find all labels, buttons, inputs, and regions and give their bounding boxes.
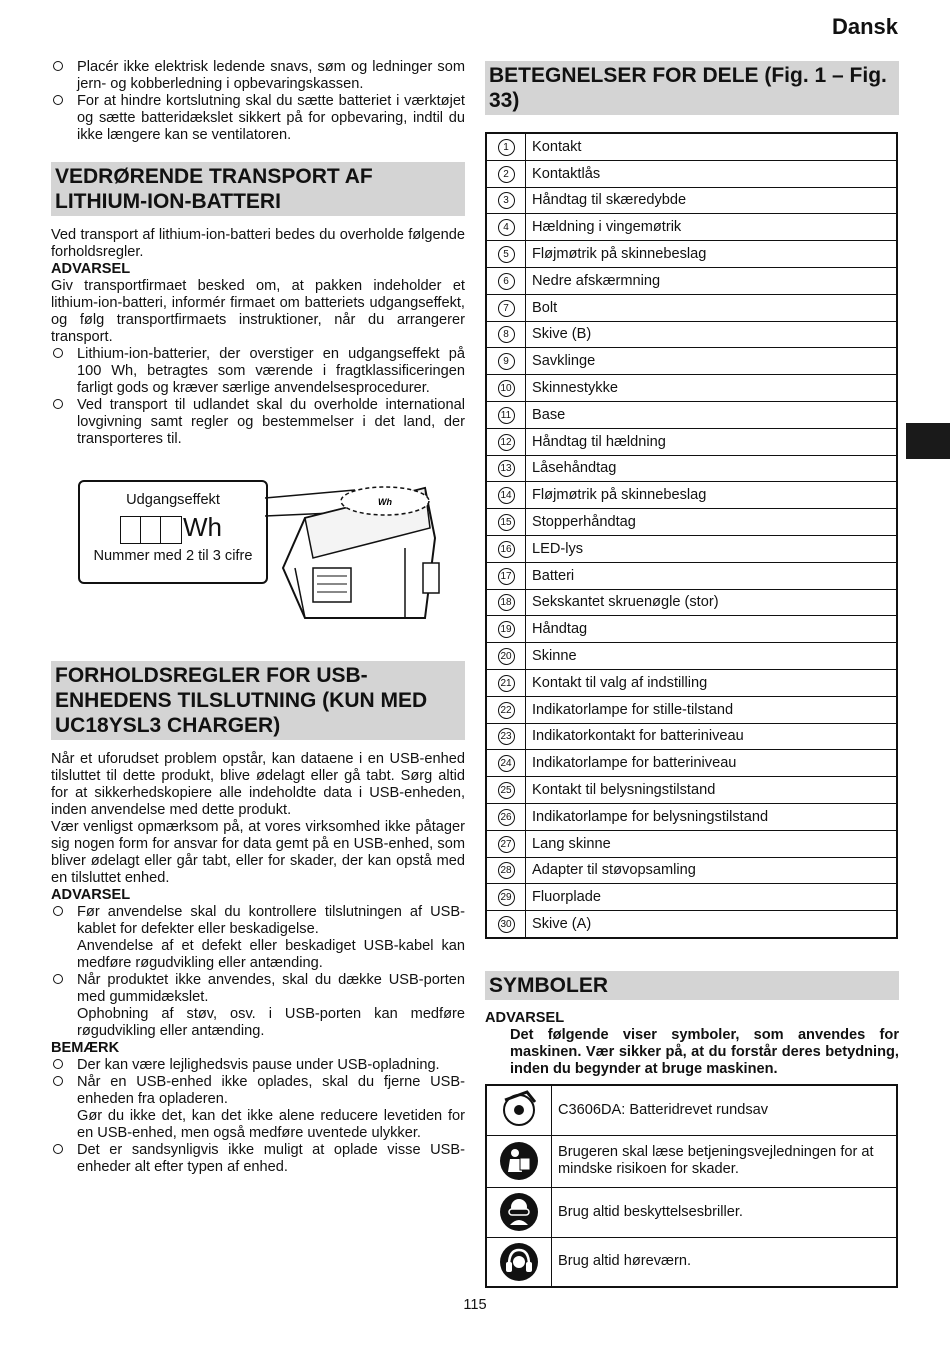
part-number: 26 — [486, 803, 526, 830]
transport-warning-label: ADVARSEL — [51, 261, 131, 277]
part-label: Base — [526, 401, 898, 428]
part-number: 25 — [486, 777, 526, 804]
part-number: 30 — [486, 911, 526, 938]
usb-note-list — [51, 1057, 465, 1108]
table-row — [486, 562, 897, 589]
section-tab-marker — [906, 423, 950, 459]
symbol-row: C3606DA: Batteridrevet rundsav — [486, 1085, 897, 1135]
storage-bullets — [51, 59, 465, 144]
usb-heading: FORHOLDSREGLER FOR USB-ENHEDENS TILSLUTNING (KUN MED UC18YSL3 CHARGER) — [51, 661, 465, 740]
parts-heading: BETEGNELSER FOR DELE (Fig. 1 – Fig. 33) — [485, 61, 899, 115]
table-row — [486, 857, 897, 884]
part-label: Indikatorlampe for stille-tilstand — [526, 696, 898, 723]
usb-note-label: BEMÆRK — [51, 1040, 120, 1056]
part-label: Kontakt til valg af indstilling — [526, 669, 898, 696]
language-label: Dansk — [831, 14, 898, 39]
part-label: Kontaktlås — [526, 160, 898, 187]
table-row — [486, 884, 897, 911]
part-number: 16 — [486, 535, 526, 562]
table-row — [486, 294, 897, 321]
part-number: 12 — [486, 428, 526, 455]
table-row — [486, 535, 897, 562]
table-row — [486, 241, 897, 268]
symbol-row: Brug altid høreværn. — [486, 1237, 897, 1287]
table-row — [486, 428, 897, 455]
part-label: Fluorplade — [526, 884, 898, 911]
output-label-title: Udgangseffekt — [126, 492, 220, 508]
ear-protection-icon — [486, 1237, 552, 1287]
part-number: 18 — [486, 589, 526, 616]
table-row — [486, 401, 897, 428]
symbol-row: Brugeren skal læse betjeningsvejledningen for at mindske risikoen for skader. — [486, 1135, 897, 1187]
part-number: 24 — [486, 750, 526, 777]
table-row — [486, 830, 897, 857]
table-row — [486, 777, 897, 804]
part-number: 21 — [486, 669, 526, 696]
transport-section — [51, 227, 465, 448]
list-item: Placér ikke elektrisk ledende snavs, søm og ledninger som jern- og kobberledning i opbevaringskassen. — [51, 59, 465, 93]
table-row — [486, 589, 897, 616]
usb-warning-list — [51, 904, 465, 938]
table-row — [486, 723, 897, 750]
part-label: Skive (B) — [526, 321, 898, 348]
transport-bullets — [51, 346, 465, 448]
part-number: 5 — [486, 241, 526, 268]
part-number: 29 — [486, 884, 526, 911]
table-row — [486, 669, 897, 696]
page-number: 115 — [463, 1297, 487, 1313]
table-row — [486, 509, 897, 536]
table-row — [486, 348, 897, 375]
part-label: Indikatorlampe for batteriniveau — [526, 750, 898, 777]
part-label: Bolt — [526, 294, 898, 321]
symbols-table — [485, 1084, 898, 1288]
part-label: Håndtag til skæredybde — [526, 187, 898, 214]
part-label: Fløjmøtrik på skinnebeslag — [526, 241, 898, 268]
part-label: Savklinge — [526, 348, 898, 375]
part-label: LED-lys — [526, 535, 898, 562]
list-item: Når en USB-enhed ikke oplades, skal du fjerne USB-enheden fra opladeren. — [51, 1074, 465, 1108]
part-number: 3 — [486, 187, 526, 214]
part-label: Låsehåndtag — [526, 455, 898, 482]
part-label: Kontakt — [526, 133, 898, 160]
part-label: Skive (A) — [526, 911, 898, 938]
part-label: Håndtag til hældning — [526, 428, 898, 455]
list-item: Ved transport til udlandet skal du overholde international lovgivning samt regler og bestemmelser i det land, der transporteres til. — [51, 397, 465, 448]
usb-warning-sub: Ophobning af støv, osv. i USB-porten kan medføre røgudvikling eller antænding. — [77, 1006, 465, 1039]
part-label: Skinnestykke — [526, 375, 898, 402]
part-number: 11 — [486, 401, 526, 428]
list-item: Når produktet ikke anvendes, skal du dække USB-porten med gummidækslet. — [51, 972, 465, 1006]
part-number: 2 — [486, 160, 526, 187]
table-row — [486, 455, 897, 482]
part-number: 15 — [486, 509, 526, 536]
table-row — [486, 160, 897, 187]
usb-warning-sub: Anvendelse af et defekt eller beskadiget USB-kabel kan medføre røgudvikling eller antænding. — [77, 938, 465, 971]
part-number: 22 — [486, 696, 526, 723]
part-label: Indikatorlampe for belysningstilstand — [526, 803, 898, 830]
part-label: Batteri — [526, 562, 898, 589]
table-row — [486, 482, 897, 509]
list-item: Lithium-ion-batterier, der overstiger en udgangseffekt på 100 Wh, betragtes som værende i fragtklassificeringen farligt gods og kræver særlige anvendelsesprocedurer. — [51, 346, 465, 397]
wh-unit: Wh — [183, 512, 222, 542]
table-row — [486, 911, 897, 938]
usb-warning-label: ADVARSEL — [51, 887, 131, 903]
part-number: 8 — [486, 321, 526, 348]
part-number: 20 — [486, 643, 526, 670]
table-row — [486, 750, 897, 777]
part-label: Indikatorkontakt for batteriniveau — [526, 723, 898, 750]
usb-para-2: Vær venligst opmærksom på, at vores virksomhed ikke påtager sig nogen form for ansvar for data gemt på en USB-enhed, som bliver ødelagt eller går tabt, eller for skader, der kan opstå med en tilsluttet enhed. — [51, 819, 465, 886]
list-item: Før anvendelse skal du kontrollere tilslutningen af USB-kablet for defekter eller beskadigelse. — [51, 904, 465, 938]
part-number: 19 — [486, 616, 526, 643]
list-item: For at hindre kortslutning skal du sætte batteriet i værktøjet og sætte batteridækslet sikkert på for opbevaring, indtil du ikke længere kan se ventilatoren. — [51, 93, 465, 144]
part-label: Stopperhåndtag — [526, 509, 898, 536]
symbol-row: Brug altid beskyttelsesbriller. — [486, 1187, 897, 1237]
part-label: Nedre afskærmning — [526, 267, 898, 294]
symbols-warning-label: ADVARSEL — [485, 1010, 565, 1026]
usb-note-sub: Gør du ikke det, kan det ikke alene reducere levetiden for en USB-enhed, men også medføre uventede ulykker. — [77, 1108, 465, 1141]
table-row — [486, 696, 897, 723]
usb-section — [51, 751, 465, 1176]
table-row — [486, 643, 897, 670]
part-label: Fløjmøtrik på skinnebeslag — [526, 482, 898, 509]
transport-warning-text: Giv transportfirmaet besked om, at pakken indeholder et lithium-ion-batteri, informér firmaet om batteriets udgangseffekt, og følg transportfirmaets instruktioner, når du arrangerer transport. — [51, 278, 465, 345]
list-item: Der kan være lejlighedsvis pause under USB-opladning. — [51, 1057, 465, 1074]
symbols-intro: Det følgende viser symboler, som anvendes for maskinen. Vær sikker på, at du forstår deres betydning, inden du begynder at bruge maskinen. — [510, 1027, 899, 1077]
part-number: 23 — [486, 723, 526, 750]
transport-heading: VEDRØRENDE TRANSPORT AF LITHIUM-ION-BATTERI — [51, 162, 465, 216]
part-number: 27 — [486, 830, 526, 857]
part-label: Sekskantet skruenøgle (stor) — [526, 589, 898, 616]
table-row — [486, 375, 897, 402]
part-number: 9 — [486, 348, 526, 375]
transport-intro: Ved transport af lithium-ion-batteri bedes du overholde følgende forholdsregler. — [51, 227, 465, 260]
part-number: 14 — [486, 482, 526, 509]
part-label: Håndtag — [526, 616, 898, 643]
usb-para-1: Når et uforudset problem opstår, kan dataene i en USB-enhed tilsluttet til dette produkt, blive ødelagt eller gå tabt. Sørg altid for at sikkerhedskopiere alle indeholdte data i USB-enheden, inden anvendelse med dette produkt. — [51, 751, 465, 818]
output-label-caption: Nummer med 2 til 3 cifre — [93, 548, 253, 564]
part-label: Lang skinne — [526, 830, 898, 857]
circular-saw-icon — [486, 1085, 552, 1135]
safety-glasses-icon — [486, 1187, 552, 1237]
part-label: Adapter til støvopsamling — [526, 857, 898, 884]
part-number: 13 — [486, 455, 526, 482]
table-row — [486, 616, 897, 643]
read-manual-icon — [486, 1135, 552, 1187]
part-number: 7 — [486, 294, 526, 321]
parts-table — [485, 132, 898, 939]
part-number: 28 — [486, 857, 526, 884]
table-row — [486, 214, 897, 241]
table-row — [486, 133, 897, 160]
part-label: Skinne — [526, 643, 898, 670]
table-row — [486, 803, 897, 830]
part-number: 17 — [486, 562, 526, 589]
part-number: 6 — [486, 267, 526, 294]
list-item: Det er sandsynligvis ikke muligt at oplade visse USB-enheder alt efter typen af enhed. — [51, 1142, 465, 1176]
part-label: Hældning i vingemøtrik — [526, 214, 898, 241]
table-row — [486, 321, 897, 348]
part-number: 1 — [486, 133, 526, 160]
table-row — [486, 267, 897, 294]
output-label-box — [78, 480, 268, 584]
battery-mark: Wh — [378, 497, 392, 507]
part-label: Kontakt til belysningstilstand — [526, 777, 898, 804]
symbols-heading: SYMBOLER — [485, 971, 899, 1000]
table-row — [486, 187, 897, 214]
part-number: 4 — [486, 214, 526, 241]
battery-illustration — [265, 468, 465, 638]
part-number: 10 — [486, 375, 526, 402]
